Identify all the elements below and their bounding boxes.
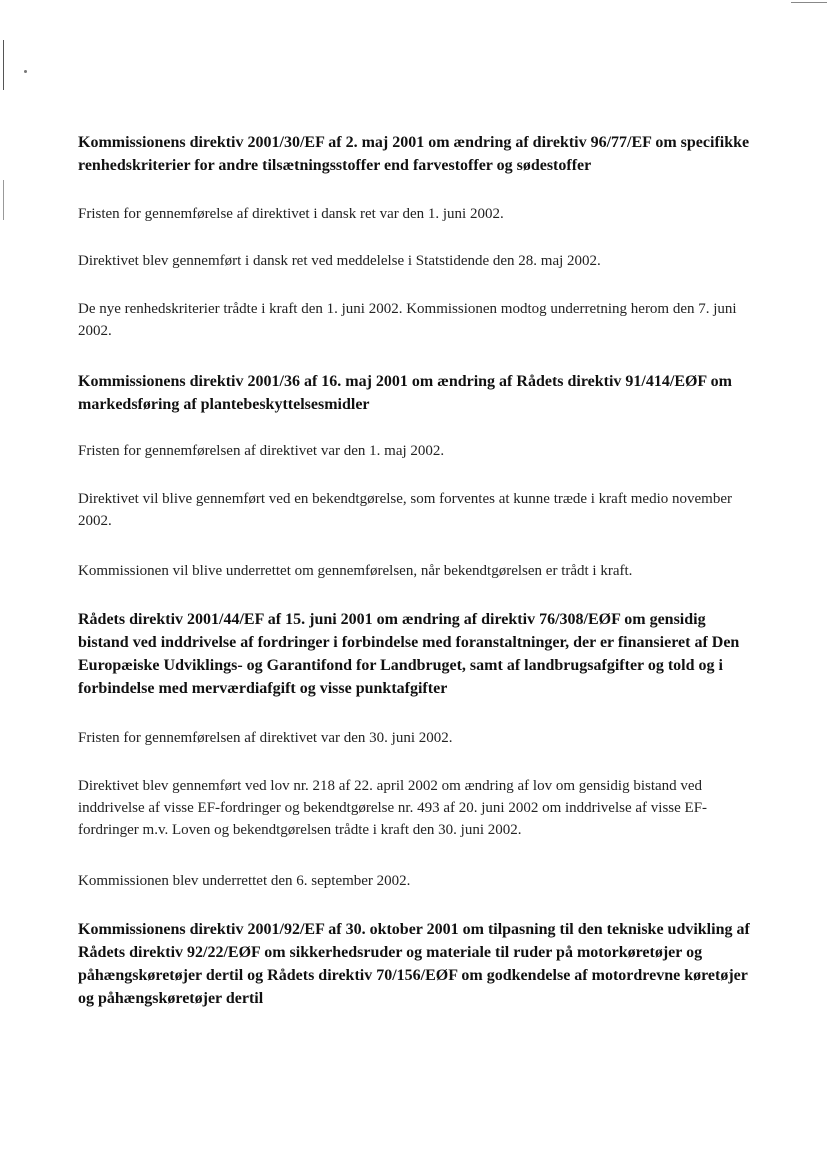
section-heading: Kommissionens direktiv 2001/30/EF af 2. maj 2001 om ændring af direktiv 96/77/EF om specifikke renhedskriterier for andre tilsætningsstoffer end farvestoffer og sødestoffer [78,134,750,174]
section-paragraph: De nye renhedskriterier trådte i kraft den 1. juni 2002. Kommissionen modtog underretning herom den 7. juni 2002. [78,301,737,339]
section-paragraph: Kommissionen blev underrettet den 6. september 2002. [78,873,411,889]
section-paragraph: Direktivet blev gennemført ved lov nr. 218 af 22. april 2002 om ændring af lov om gensidig bistand ved inddrivelse af visse EF-fordringer og bekendtgørelse nr. 493 af 20. juni 2002 om inddrivelse af visse EF-fordringer m.v. Loven og bekendtgørelsen trådte i kraft den 30. juni 2002. [78,778,708,838]
section-paragraph: Fristen for gennemførelsen af direktivet var den 30. juni 2002. [78,730,453,746]
section-paragraph: Direktivet vil blive gennemført ved en bekendtgørelse, som forventes at kunne træde i kraft medio november 2002. [78,491,732,529]
section-paragraph: Kommissionen vil blive underrettet om gennemførelsen, når bekendtgørelsen er trådt i kraft. [78,563,633,579]
scan-edge-mark [791,2,827,3]
section-heading: Kommissionens direktiv 2001/36 af 16. maj 2001 om ændring af Rådets direktiv 91/414/EØF om markedsføring af plantebeskyttelsesmidler [78,373,732,413]
section-heading: Rådets direktiv 2001/44/EF af 15. juni 2001 om ændring af direktiv 76/308/EØF om gensidig bistand ved inddrivelse af fordringer i forbindelse med foranstaltninger, der er finansieret af Den Europæiske Udviklings- og Garantifond for Landbruget, samt af landbrugsafgifter og told og i forbindelse med merværdiafgift og visse punktafgifter [78,611,740,697]
section-paragraph: Fristen for gennemførelsen af direktivet var den 1. maj 2002. [78,443,445,459]
section-paragraph: Direktivet blev gennemført i dansk ret ved meddelelse i Statstidende den 28. maj 2002. [78,253,601,269]
section-paragraph: Fristen for gennemførelse af direktivet i dansk ret var den 1. juni 2002. [78,206,504,222]
scan-edge-line [3,180,4,220]
section-heading: Kommissionens direktiv 2001/92/EF af 30. oktober 2001 om tilpasning til den tekniske udvikling af Rådets direktiv 92/22/EØF om sikkerhedsruder og materiale til ruder på motorkøretøjer og påhængskøretøjer dertil og Rådets direktiv 70/156/EØF om godkendelse af motordrevne køretøjer og påhængskøretøjer dertil [78,921,750,1007]
scan-speck [24,70,27,73]
scan-edge-line [3,40,4,90]
